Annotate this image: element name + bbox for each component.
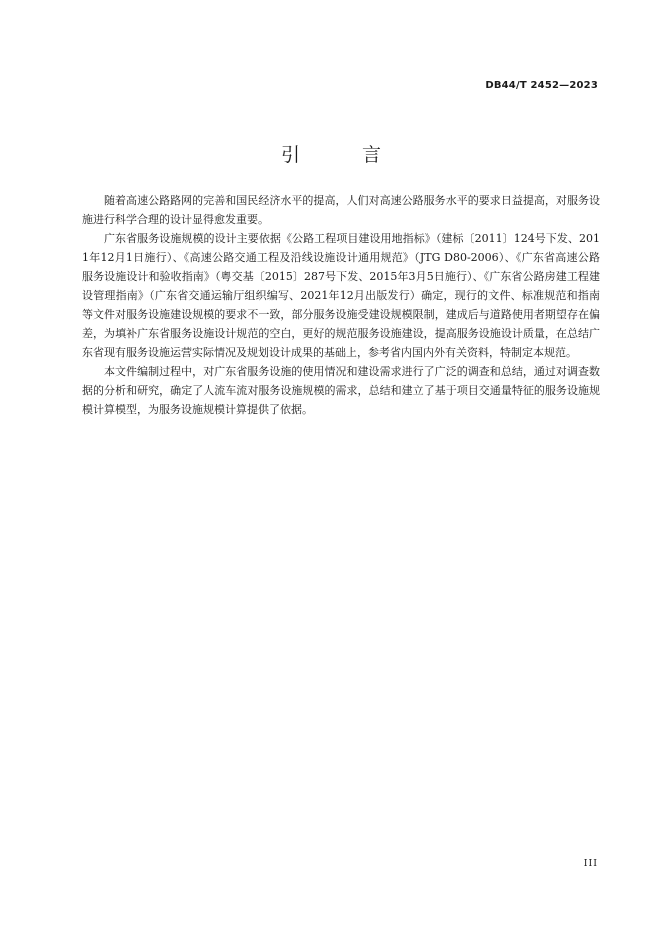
paragraph: 随着高速公路路网的完善和国民经济水平的提高，人们对高速公路服务水平的要求日益提高，对服务设施进行科学合理的设计显得愈发重要。 [82,194,600,226]
introduction-body [82,191,600,419]
section-title: 引 言 [280,144,410,166]
paragraph: 本文件编制过程中，对广东省服务设施的使用情况和建设需求进行了广泛的调查和总结，通过对调查数据的分析和研究，确定了人流车流对服务设施规模的需求，总结和建立了基于项目交通量特征的服务设施规模计算模型，为服务设施规模计算提供了依据。 [82,365,600,416]
page-number: III [583,858,598,869]
paragraph: 广东省服务设施规模的设计主要依据《公路工程项目建设用地指标》（建标〔2011〕124号下发、2011年12月1日施行）、《高速公路交通工程及沿线设施设计通用规范》（JTG D80-2006）、《广东省高速公路服务设施设计和验收指南》（粤交基〔2015〕287号下发、2015年3月5日施行）、《广东省公路房建工程建设管理指南》（广东省交通运输厅组织编写、2021年12月出版发行）确定，现行的文件、标准规范和指南等文件对服务设施建设规模的要求不一致，部分服务设施受建设规模限制，建成后与道路使用者期望存在偏差，为填补广东省服务设施设计规范的空白，更好的规范服务设施建设，提高服务设施设计质量，在总结广东省现有服务设施运营实际情况及规划设计成果的基础上，参考省内国内外有关资料，特制定本规范。 [82,232,600,359]
document-code: DB44/T 2452—2023 [485,80,598,91]
